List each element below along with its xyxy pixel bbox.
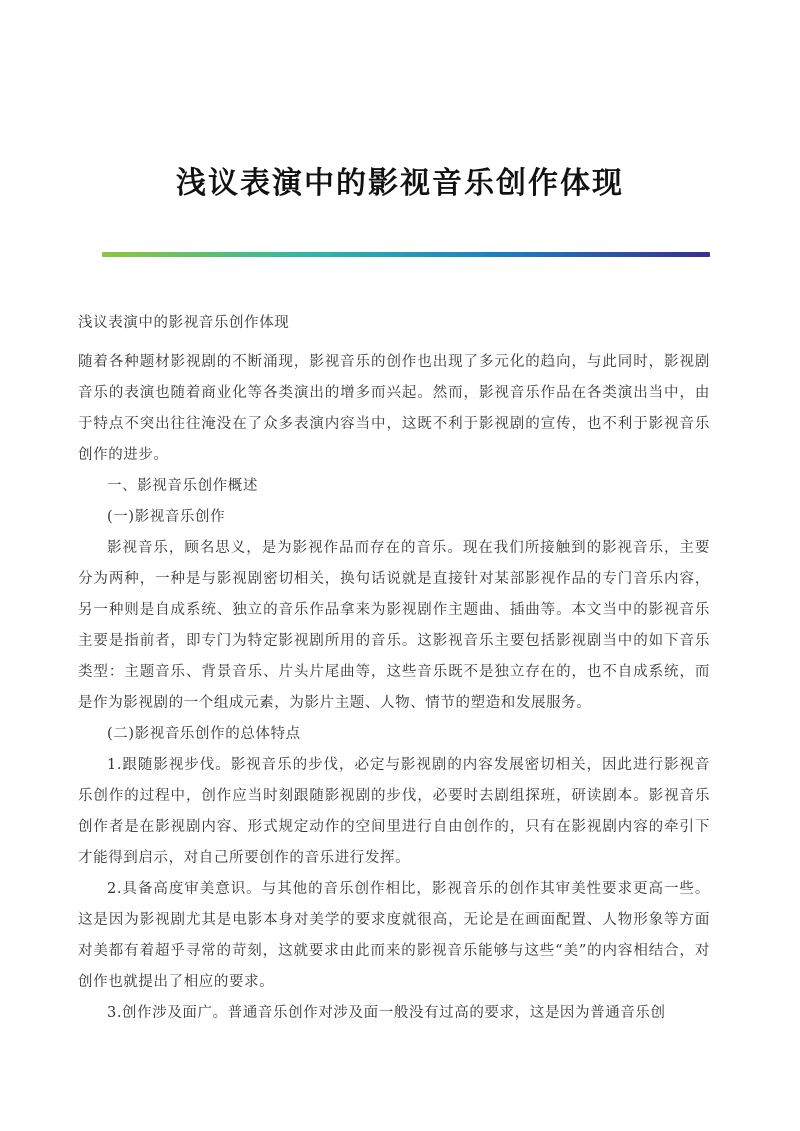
section-heading-1: 一、影视音乐创作概述 <box>107 478 258 494</box>
paragraph-feature-1: 1.跟随影视步伐。影视音乐的步伐，必定与影视剧的内容发展密切相关，因此进行影视音乐创作的过程中，创作应当时刻跟随影视剧的步伐，必要时去剧组探班，研读剧本。影视音乐创作者是在影视剧内容、形式规定动作的空间里进行自由创作的，只有在影视剧内容的牵引下才能得到启示，对自己所要创作的音乐进行发挥。 <box>78 757 710 866</box>
title-divider <box>102 252 710 257</box>
subsection-heading-2: (二)影视音乐创作的总体特点 <box>107 726 301 742</box>
subsection-heading-1: (一)影视音乐创作 <box>107 509 226 525</box>
document-body <box>78 308 710 1029</box>
paragraph-definition: 影视音乐，顾名思义，是为影视作品而存在的音乐。现在我们所接触到的影视音乐，主要分为两种，一种是与影视剧密切相关，换句话说就是直接针对某部影视作品的专门音乐内容，另一种则是自成系统、独立的音乐作品拿来为影视剧作主题曲、插曲等。本文当中的影视音乐主要是指前者，即专门为特定影视剧所用的音乐。这影视音乐主要包括影视剧当中的如下音乐类型：主题音乐、背景音乐、片头片尾曲等，这些音乐既不是独立存在的，也不自成系统，而是作为影视剧的一个组成元素，为影片主题、人物、情节的塑造和发展服务。 <box>78 540 710 711</box>
paragraph-intro: 随着各种题材影视剧的不断涌现，影视音乐的创作也出现了多元化的趋向，与此同时，影视剧音乐的表演也随着商业化等各类演出的增多而兴起。然而，影视音乐作品在各类演出当中，由于特点不突出往往淹没在了众多表演内容当中，这既不利于影视剧的宣传，也不利于影视音乐创作的进步。 <box>78 354 710 463</box>
paragraph-feature-2: 2.具备高度审美意识。与其他的音乐创作相比，影视音乐的创作其审美性要求更高一些。这是因为影视剧尤其是电影本身对美学的要求度就很高，无论是在画面配置、人物形象等方面对美都有着超乎寻常的苛刻，这就要求由此而来的影视音乐能够与这些“美”的内容相结合，对创作也就提出了相应的要求。 <box>78 881 710 990</box>
paragraph-feature-3: 3.创作涉及面广。普通音乐创作对涉及面一般没有过高的要求，这是因为普通音乐创 <box>107 1005 666 1021</box>
document-title: 浅议表演中的影视音乐创作体现 <box>176 166 624 201</box>
document-subtitle: 浅议表演中的影视音乐创作体现 <box>78 315 290 331</box>
